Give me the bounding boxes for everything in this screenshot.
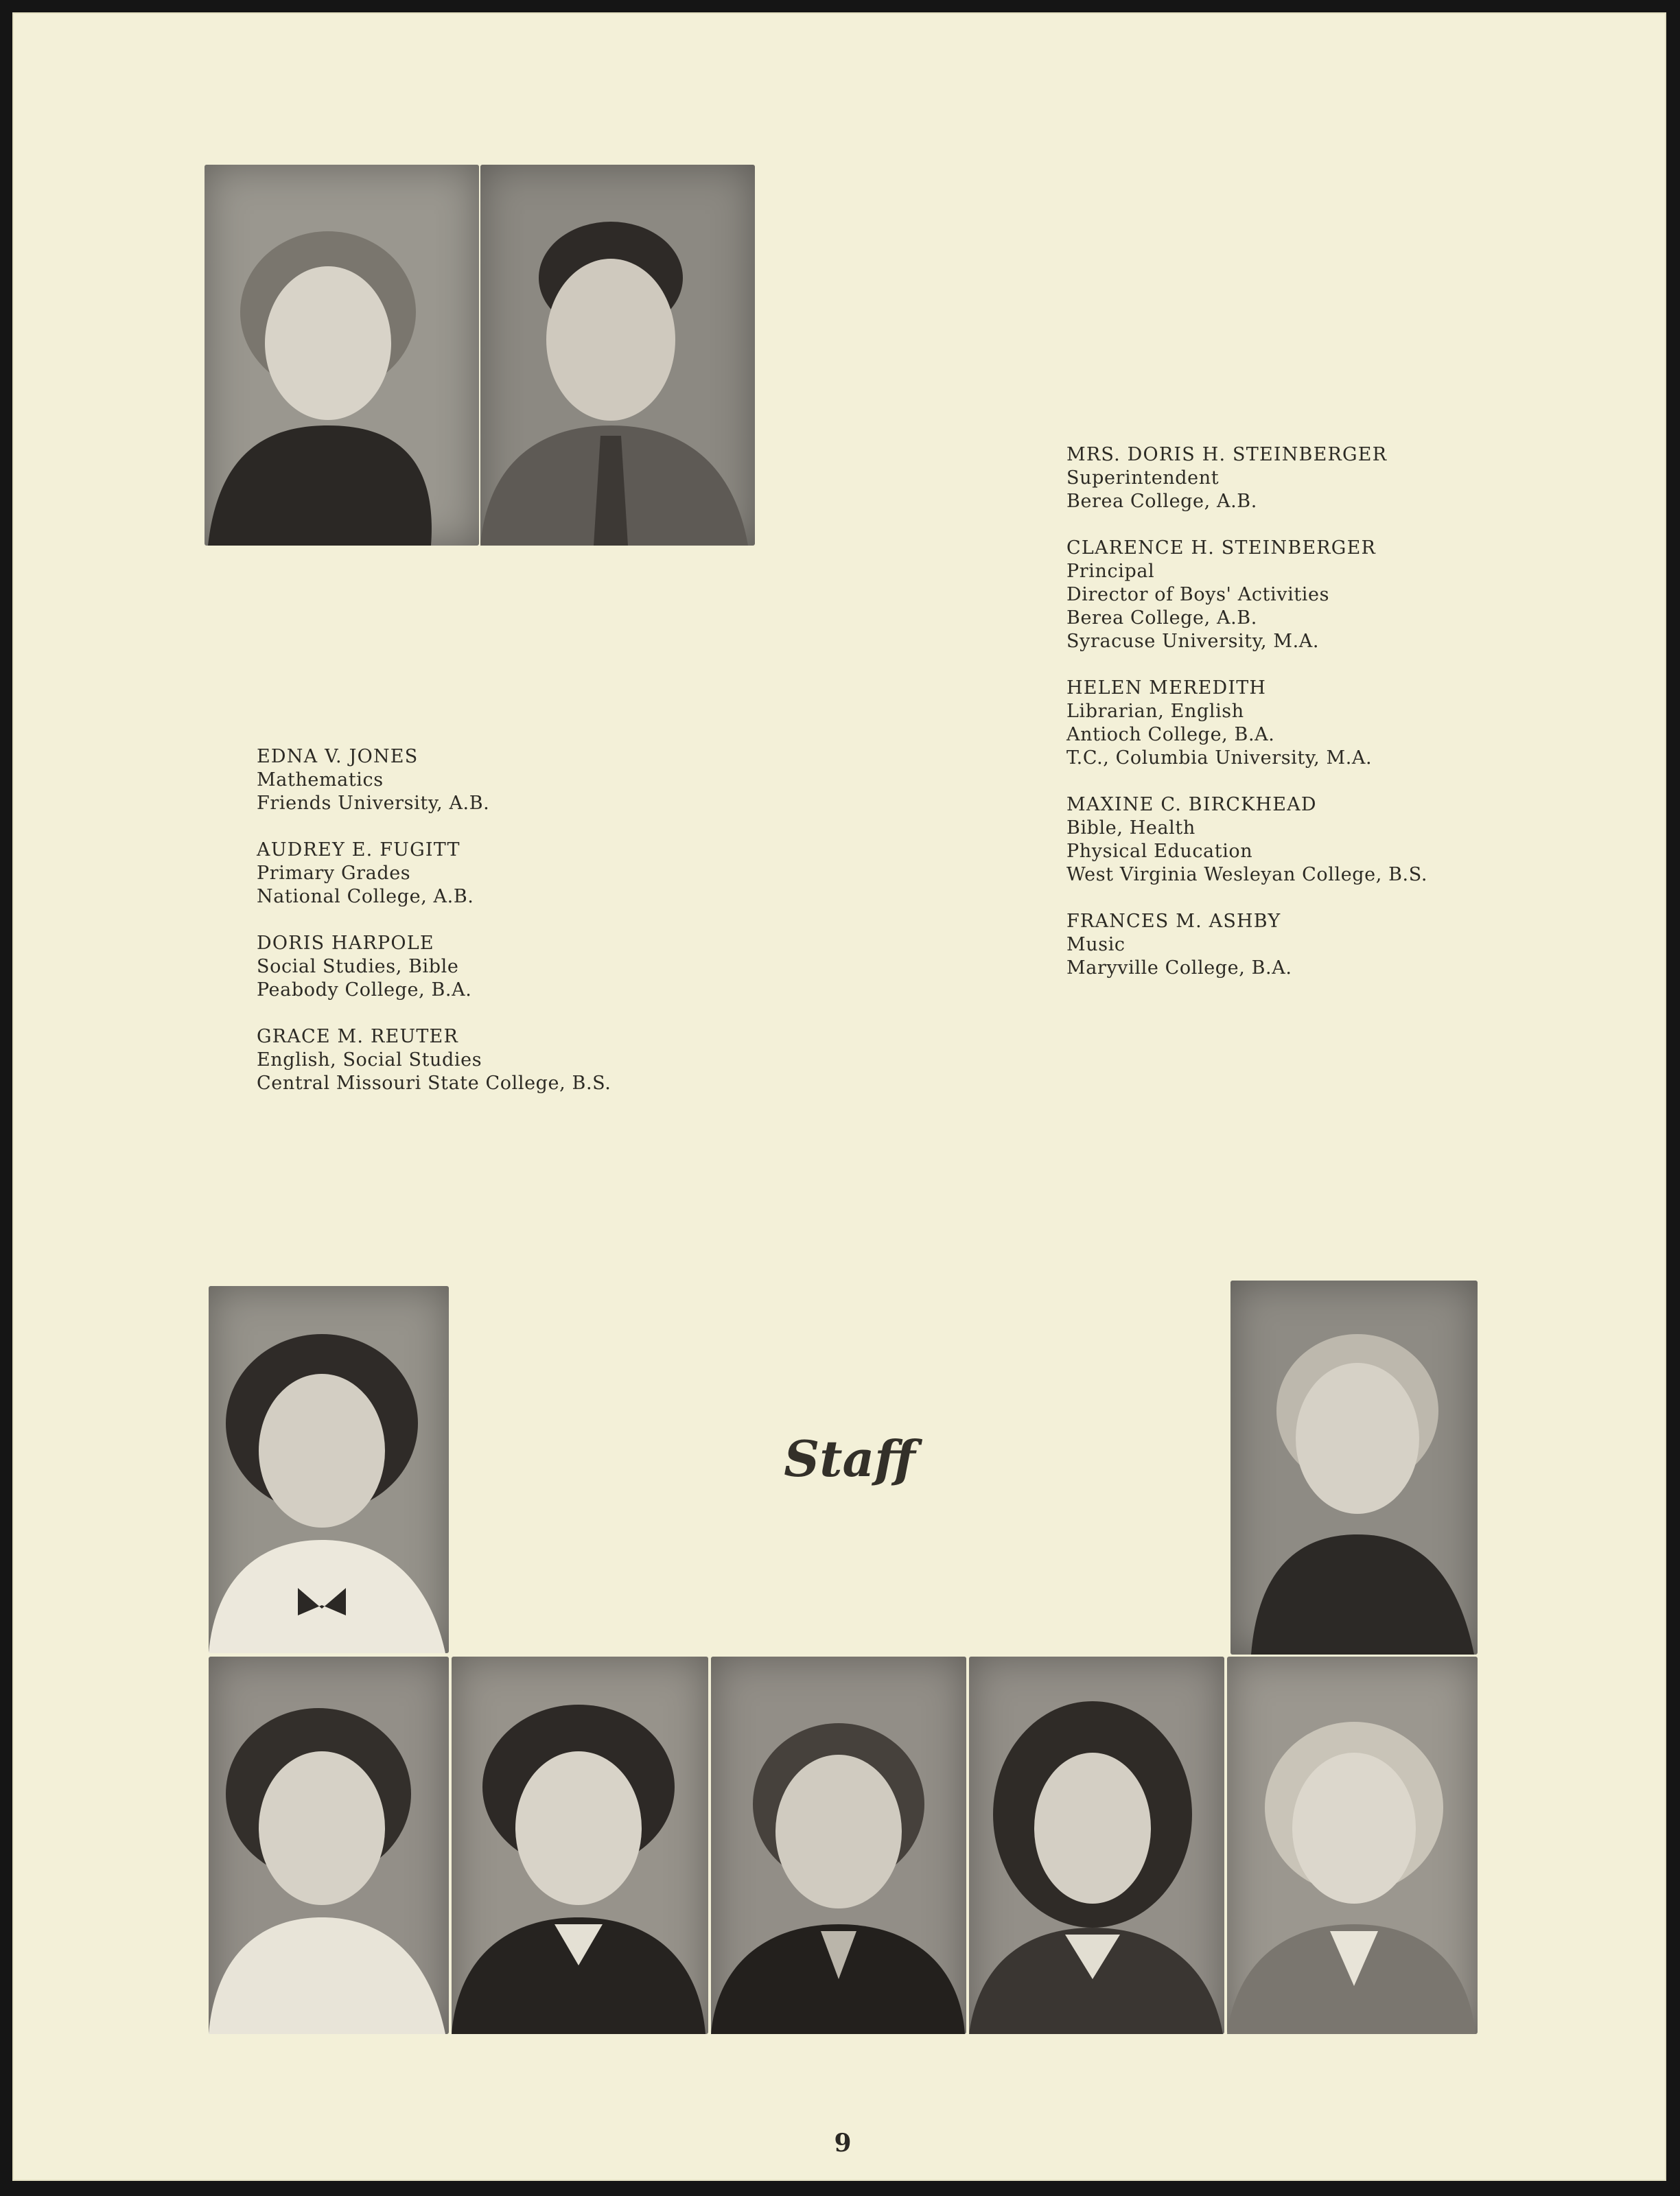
staff-detail: Librarian, English — [1066, 701, 1244, 722]
staff-entry — [257, 932, 611, 1002]
staff-detail: Physical Education — [1066, 841, 1253, 862]
staff-detail: Berea College, A.B. — [1066, 607, 1257, 629]
staff-detail: Primary Grades — [257, 863, 411, 884]
staff-detail: Music — [1066, 934, 1125, 955]
staff-detail: West Virginia Wesleyan College, B.S. — [1066, 864, 1428, 885]
staff-entry — [257, 839, 611, 909]
portrait-photo-4 — [1230, 1281, 1478, 1655]
portrait-photo-5 — [209, 1657, 449, 2034]
portrait-photo-3 — [209, 1286, 449, 1653]
staff-entry — [1066, 793, 1427, 887]
staff-detail: Syracuse University, M.A. — [1066, 631, 1320, 652]
page-number: 9 — [834, 2129, 852, 2158]
portrait-photo-9 — [1227, 1657, 1478, 2034]
staff-detail: National College, A.B. — [257, 886, 474, 907]
portrait-photo-6 — [452, 1657, 708, 2034]
staff-entry — [1066, 910, 1427, 980]
staff-name: DORIS HARPOLE — [257, 933, 434, 954]
portrait-photo-8 — [969, 1657, 1224, 2034]
staff-detail: Mathematics — [257, 769, 384, 791]
staff-name: MAXINE C. BIRCKHEAD — [1066, 794, 1317, 815]
staff-entry — [257, 745, 611, 815]
staff-entry — [1066, 537, 1427, 653]
staff-entry — [1066, 677, 1427, 770]
yearbook-page — [12, 12, 1666, 2181]
staff-detail: Berea College, A.B. — [1066, 491, 1257, 512]
staff-name: CLARENCE H. STEINBERGER — [1066, 537, 1377, 559]
right-staff-list — [1066, 443, 1427, 1003]
staff-detail: Maryville College, B.A. — [1066, 957, 1292, 979]
staff-detail: T.C., Columbia University, M.A. — [1066, 747, 1373, 769]
staff-name: MRS. DORIS H. STEINBERGER — [1066, 444, 1388, 465]
staff-detail: Peabody College, B.A. — [257, 979, 472, 1001]
staff-detail: English, Social Studies — [257, 1049, 482, 1071]
staff-name: GRACE M. REUTER — [257, 1026, 458, 1047]
staff-entry — [257, 1025, 611, 1095]
staff-name: FRANCES M. ASHBY — [1066, 911, 1281, 932]
portrait-photo-2 — [480, 165, 755, 546]
staff-name: AUDREY E. FUGITT — [257, 839, 460, 861]
staff-name: HELEN MEREDITH — [1066, 677, 1267, 699]
staff-detail: Principal — [1066, 561, 1155, 582]
portrait-photo-1 — [205, 165, 479, 546]
staff-detail: Social Studies, Bible — [257, 956, 459, 977]
staff-name: EDNA V. JONES — [257, 746, 419, 767]
staff-detail: Director of Boys' Activities — [1066, 584, 1330, 605]
staff-detail: Antioch College, B.A. — [1066, 724, 1275, 745]
portrait-photo-7 — [711, 1657, 966, 2034]
staff-entry — [1066, 443, 1427, 513]
page-title: Staff — [784, 1429, 915, 1488]
staff-detail: Friends University, A.B. — [257, 793, 490, 814]
left-staff-list — [257, 745, 611, 1119]
staff-detail: Central Missouri State College, B.S. — [257, 1073, 611, 1094]
staff-detail: Superintendent — [1066, 467, 1220, 489]
staff-detail: Bible, Health — [1066, 817, 1195, 839]
